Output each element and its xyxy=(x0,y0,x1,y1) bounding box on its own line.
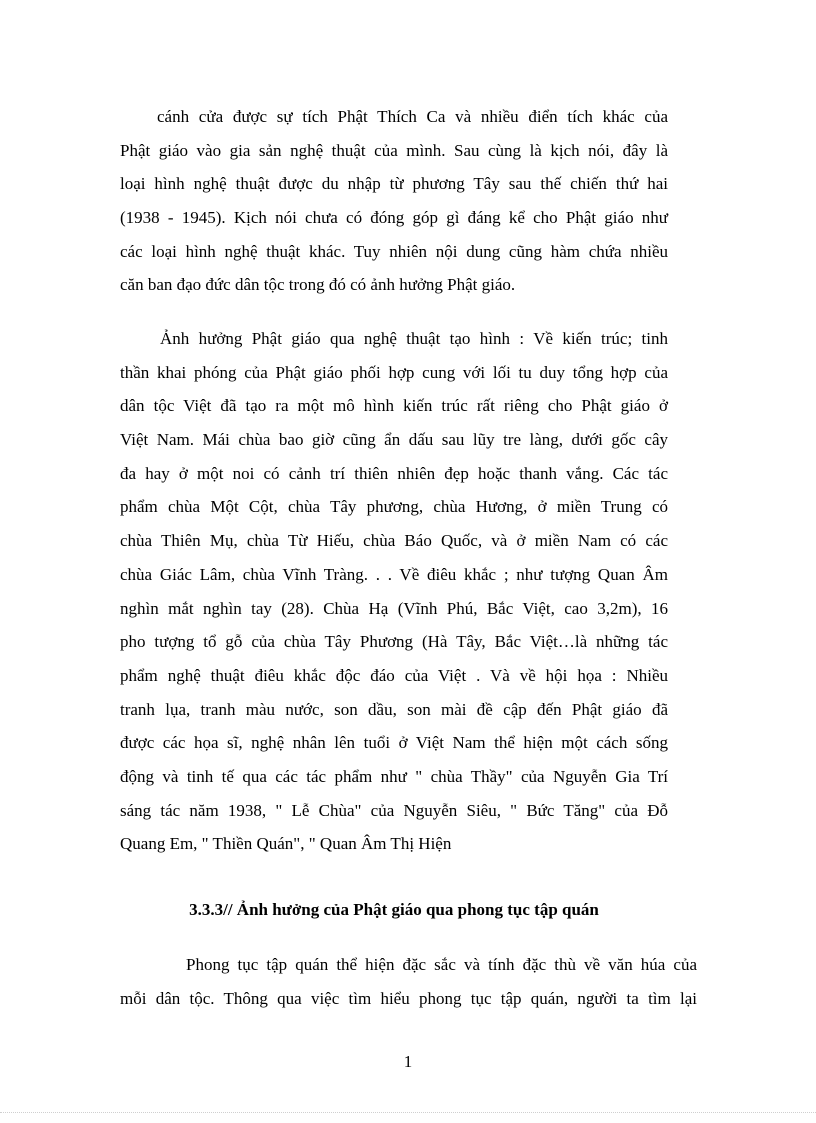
text-line: Phong tục tập quán thể hiện đặc sắc và tính đặc thù về văn húa của xyxy=(186,955,697,974)
body-paragraph-1 xyxy=(120,100,668,302)
text-line: Việt Nam. Mái chùa bao giờ cũng ẩn dấu sau lũy tre làng, dưới gốc cây xyxy=(120,430,668,450)
text-line: thần khai phóng của Phật giáo phối hợp cung với lối tu duy tổng hợp của xyxy=(120,362,668,382)
text-line: tranh lụa, tranh màu nước, son dầu, son mài đề cập đến Phật giáo đã xyxy=(120,699,668,719)
text-line: Phật giáo vào gia sản nghệ thuật của mình. Sau cùng là kịch nói, đây là xyxy=(120,140,668,160)
text-line: cánh cửa được sự tích Phật Thích Ca và nhiều điển tích khác của xyxy=(157,107,668,126)
text-line: (1938 - 1945). Kịch nói chưa có đóng góp gì đáng kể cho Phật giáo như xyxy=(120,208,668,228)
text-line: phẩm nghệ thuật điêu khắc độc đáo của Việt . Và về hội họa : Nhiều xyxy=(120,665,668,685)
body-paragraph-3 xyxy=(120,948,697,1015)
text-line: mỗi dân tộc. Thông qua việc tìm hiểu phong tục tập quán, người ta tìm lại xyxy=(120,988,697,1008)
text-line: căn ban đạo đức dân tộc trong đó có ảnh hưởng Phật giáo. xyxy=(120,275,516,295)
body-paragraph-2 xyxy=(120,322,668,861)
text-line: loại hình nghệ thuật được du nhập từ phương Tây sau thế chiến thứ hai xyxy=(120,174,668,194)
text-line: Ảnh hưởng Phật giáo qua nghệ thuật tạo hình : Về kiến trúc; tinh xyxy=(160,329,668,348)
text-line: động và tinh tế qua các tác phẩm như " chùa Thầy" của Nguyễn Gia Trí xyxy=(120,766,668,786)
text-line: pho tượng tổ gỗ của chùa Tây Phương (Hà Tây, Bắc Việt…là những tác xyxy=(120,632,668,652)
text-line: các loại hình nghệ thuật khác. Tuy nhiên nội dung cũng hàm chứa nhiều xyxy=(120,241,668,261)
section-heading: 3.3.3// Ảnh hưởng của Phật giáo qua phong tục tập quán xyxy=(189,900,599,919)
page-number: 1 xyxy=(403,1052,413,1071)
text-line: chùa Thiên Mụ, chùa Từ Hiếu, chùa Báo Quốc, và ở miền Nam có các xyxy=(120,531,668,551)
text-line: được các họa sĩ, nghệ nhân lên tuổi ở Việt Nam thể hiện một cách sống xyxy=(120,733,668,753)
text-line: sáng tác năm 1938, " Lễ Chùa" của Nguyễn Siêu, " Bức Tăng" của Đỗ xyxy=(120,800,668,820)
text-line: Quang Em, " Thiền Quán", " Quan Âm Thị Hiện xyxy=(120,834,452,854)
text-line: phẩm chùa Một Cột, chùa Tây phương, chùa Hương, ở miền Trung có xyxy=(120,497,668,517)
text-line: đa hay ở một noi có cảnh trí thiên nhiên đẹp hoặc thanh vắng. Các tác xyxy=(120,463,668,483)
text-line: dân tộc Việt đã tạo ra một mô hình kiến trúc rất riêng cho Phật giáo ở xyxy=(120,396,668,416)
text-line: chùa Giác Lâm, chùa Vĩnh Tràng. . . Về điêu khắc ; như tượng Quan Âm xyxy=(120,564,668,584)
text-line: nghìn mắt nghìn tay (28). Chùa Hạ (Vĩnh Phú, Bắc Việt, cao 3,2m), 16 xyxy=(120,598,668,618)
page-bottom-border xyxy=(0,1112,816,1113)
